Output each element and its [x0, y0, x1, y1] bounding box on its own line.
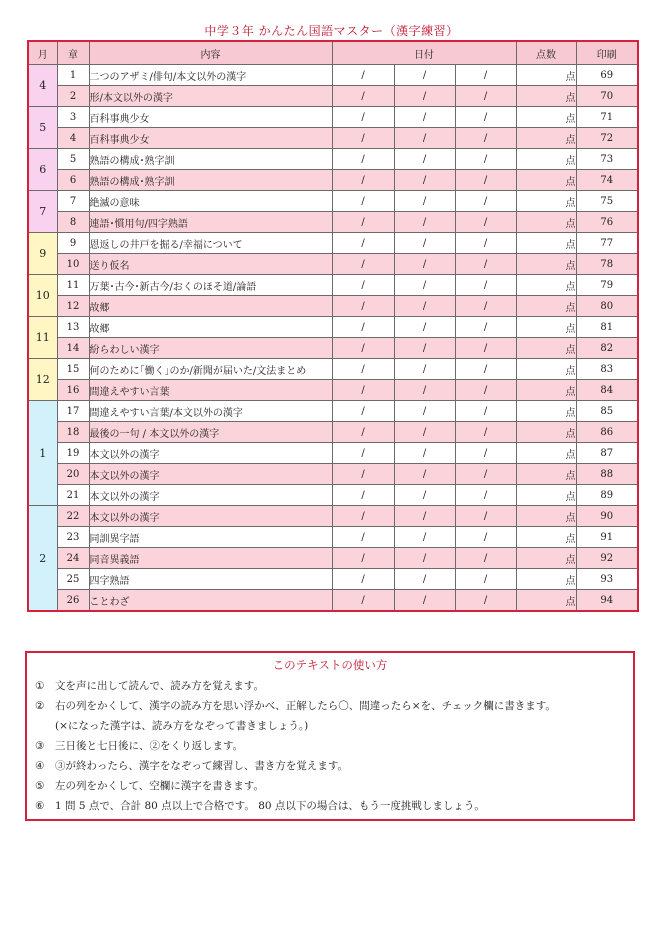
print-number-cell: 79: [576, 275, 638, 296]
print-number-cell: 94: [576, 590, 638, 612]
content-cell: ことわざ: [89, 590, 332, 612]
chapter-cell: 15: [57, 359, 89, 380]
print-number-cell: 93: [576, 569, 638, 590]
table-row: [28, 317, 638, 338]
chapter-cell: 19: [57, 443, 89, 464]
date-field[interactable]: /: [332, 569, 394, 590]
chapter-cell: 22: [57, 506, 89, 527]
chapter-cell: 16: [57, 380, 89, 401]
usage-box: [25, 651, 635, 821]
date-field[interactable]: /: [455, 359, 516, 380]
content-cell: 万葉･古今･新古今/おくのほそ道/論語: [89, 275, 332, 296]
score-field[interactable]: 点: [516, 401, 576, 422]
date-field[interactable]: /: [332, 338, 394, 359]
score-field[interactable]: 点: [516, 107, 576, 128]
month-cell: 10: [28, 275, 57, 317]
table-row: [28, 191, 638, 212]
date-field[interactable]: /: [394, 170, 455, 191]
content-cell: 最後の一句 / 本文以外の漢字: [89, 422, 332, 443]
print-number-cell: 83: [576, 359, 638, 380]
month-cell: 5: [28, 107, 57, 149]
usage-line-number: ②: [35, 700, 45, 712]
month-cell: 9: [28, 233, 57, 275]
chapter-cell: 1: [57, 65, 89, 86]
content-cell: 熟語の構成･熟字訓: [89, 170, 332, 191]
print-number-cell: 84: [576, 380, 638, 401]
usage-line-text: 文を声に出して読んで、読み方を覚えます。: [55, 680, 264, 692]
date-field[interactable]: /: [455, 212, 516, 233]
chapter-cell: 12: [57, 296, 89, 317]
content-cell: 本文以外の漢字: [89, 464, 332, 485]
usage-list: [27, 676, 633, 816]
month-cell: 7: [28, 191, 57, 233]
score-field[interactable]: 点: [516, 212, 576, 233]
content-cell: 恩返しの井戸を掘る/幸福について: [89, 233, 332, 254]
print-number-cell: 71: [576, 107, 638, 128]
month-cell: 12: [28, 359, 57, 401]
chapter-cell: 14: [57, 338, 89, 359]
date-field[interactable]: /: [394, 149, 455, 170]
table-row: [28, 107, 638, 128]
score-field[interactable]: 点: [516, 338, 576, 359]
print-number-cell: 87: [576, 443, 638, 464]
usage-heading: このテキストの使い方: [272, 658, 388, 672]
schedule-body: [28, 65, 638, 612]
date-field[interactable]: /: [394, 86, 455, 107]
date-field[interactable]: /: [394, 254, 455, 275]
score-field[interactable]: 点: [516, 380, 576, 401]
date-field[interactable]: /: [455, 506, 516, 527]
usage-line-number: ⑤: [35, 780, 45, 792]
table-row: [28, 401, 638, 422]
usage-line: [27, 736, 633, 756]
print-number-cell: 75: [576, 191, 638, 212]
score-field[interactable]: 点: [516, 548, 576, 569]
score-field[interactable]: 点: [516, 191, 576, 212]
date-field[interactable]: /: [455, 275, 516, 296]
content-cell: 故郷: [89, 296, 332, 317]
print-number-cell: 88: [576, 464, 638, 485]
content-cell: 同音異義語: [89, 548, 332, 569]
score-field[interactable]: 点: [516, 128, 576, 149]
score-field[interactable]: 点: [516, 254, 576, 275]
print-number-cell: 80: [576, 296, 638, 317]
date-field[interactable]: /: [455, 485, 516, 506]
header-date: 日付: [332, 41, 516, 65]
score-field[interactable]: 点: [516, 422, 576, 443]
content-cell: 紛らわしい漢字: [89, 338, 332, 359]
date-field[interactable]: /: [332, 191, 394, 212]
content-cell: 百科事典少女: [89, 128, 332, 149]
date-field[interactable]: /: [332, 590, 394, 612]
chapter-cell: 18: [57, 422, 89, 443]
date-field[interactable]: /: [332, 65, 394, 86]
date-field[interactable]: /: [332, 464, 394, 485]
usage-line-text: ③が終わったら、漢字をなぞって練習し、書き方を覚えます。: [55, 760, 349, 772]
date-field[interactable]: /: [332, 170, 394, 191]
date-field[interactable]: /: [332, 317, 394, 338]
schedule-table: [27, 40, 639, 612]
usage-line-text: 左の列をかくして、空欄に漢字を書きます。: [55, 780, 264, 792]
date-field[interactable]: /: [455, 464, 516, 485]
table-row: [28, 170, 638, 191]
usage-line-number: ⑥: [35, 800, 45, 812]
score-field[interactable]: 点: [516, 317, 576, 338]
date-field[interactable]: /: [455, 191, 516, 212]
date-field[interactable]: /: [394, 590, 455, 612]
usage-line: [27, 796, 633, 816]
header-chapter: 章: [57, 41, 89, 65]
table-row: [28, 254, 638, 275]
date-field[interactable]: /: [394, 401, 455, 422]
chapter-cell: 6: [57, 170, 89, 191]
content-cell: 本文以外の漢字: [89, 485, 332, 506]
date-field[interactable]: /: [394, 275, 455, 296]
print-number-cell: 73: [576, 149, 638, 170]
score-field[interactable]: 点: [516, 86, 576, 107]
header-row: [28, 41, 638, 65]
date-field[interactable]: /: [455, 317, 516, 338]
chapter-cell: 3: [57, 107, 89, 128]
usage-line-number: ①: [35, 680, 45, 692]
score-field[interactable]: 点: [516, 170, 576, 191]
date-field[interactable]: /: [332, 485, 394, 506]
print-number-cell: 85: [576, 401, 638, 422]
date-field[interactable]: /: [332, 401, 394, 422]
score-field[interactable]: 点: [516, 485, 576, 506]
date-field[interactable]: /: [455, 107, 516, 128]
print-number-cell: 81: [576, 317, 638, 338]
date-field[interactable]: /: [394, 527, 455, 548]
date-field[interactable]: /: [394, 506, 455, 527]
content-cell: 何のために｢働く｣のか/新聞が届いた/文法まとめ: [89, 359, 332, 380]
content-cell: 故郷: [89, 317, 332, 338]
date-field[interactable]: /: [455, 338, 516, 359]
print-number-cell: 77: [576, 233, 638, 254]
print-number-cell: 78: [576, 254, 638, 275]
date-field[interactable]: /: [394, 464, 455, 485]
score-field[interactable]: 点: [516, 590, 576, 612]
print-number-cell: 89: [576, 485, 638, 506]
content-cell: 形/本文以外の漢字: [89, 86, 332, 107]
chapter-cell: 11: [57, 275, 89, 296]
date-field[interactable]: /: [332, 548, 394, 569]
date-field[interactable]: /: [332, 128, 394, 149]
print-number-cell: 82: [576, 338, 638, 359]
usage-line-text: 1 問 5 点で、合計 80 点以上で合格です。 80 点以下の場合は、もう一度挑戦しましょう。: [55, 800, 485, 812]
table-row: [28, 527, 638, 548]
date-field[interactable]: /: [332, 149, 394, 170]
table-row: [28, 380, 638, 401]
chapter-cell: 5: [57, 149, 89, 170]
date-field[interactable]: /: [394, 212, 455, 233]
date-field[interactable]: /: [332, 275, 394, 296]
usage-line-text: 三日後と七日後に、②をくり返します。: [55, 740, 244, 752]
date-field[interactable]: /: [455, 443, 516, 464]
table-row: [28, 464, 638, 485]
table-row: [28, 128, 638, 149]
date-field[interactable]: /: [394, 380, 455, 401]
chapter-cell: 17: [57, 401, 89, 422]
score-field[interactable]: 点: [516, 275, 576, 296]
table-row: [28, 275, 638, 296]
date-field[interactable]: /: [394, 548, 455, 569]
chapter-cell: 9: [57, 233, 89, 254]
chapter-cell: 8: [57, 212, 89, 233]
content-cell: 間違えやすい言葉: [89, 380, 332, 401]
table-row: [28, 485, 638, 506]
chapter-cell: 10: [57, 254, 89, 275]
date-field[interactable]: /: [455, 569, 516, 590]
month-cell: 6: [28, 149, 57, 191]
date-field[interactable]: /: [394, 569, 455, 590]
usage-line-number: ④: [35, 760, 45, 772]
date-field[interactable]: /: [455, 590, 516, 612]
content-cell: 四字熟語: [89, 569, 332, 590]
date-field[interactable]: /: [455, 86, 516, 107]
date-field[interactable]: /: [394, 296, 455, 317]
date-field[interactable]: /: [394, 65, 455, 86]
date-field[interactable]: /: [332, 380, 394, 401]
date-field[interactable]: /: [455, 128, 516, 149]
table-row: [28, 65, 638, 86]
print-number-cell: 91: [576, 527, 638, 548]
header-print: 印刷: [576, 41, 638, 65]
table-row: [28, 233, 638, 254]
print-number-cell: 76: [576, 212, 638, 233]
chapter-cell: 25: [57, 569, 89, 590]
usage-line: [27, 676, 633, 696]
content-cell: 百科事典少女: [89, 107, 332, 128]
table-row: [28, 506, 638, 527]
date-field[interactable]: /: [455, 548, 516, 569]
print-number-cell: 92: [576, 548, 638, 569]
score-field[interactable]: 点: [516, 464, 576, 485]
date-field[interactable]: /: [394, 338, 455, 359]
month-cell: 11: [28, 317, 57, 359]
date-field[interactable]: /: [332, 86, 394, 107]
content-cell: 送り仮名: [89, 254, 332, 275]
usage-line-text: 右の列をかくして、漢字の読み方を思い浮かべ、正解したら〇、間違ったら×を、チェック欄に書きます。: [55, 700, 556, 712]
date-field[interactable]: /: [455, 527, 516, 548]
chapter-cell: 21: [57, 485, 89, 506]
date-field[interactable]: /: [332, 254, 394, 275]
date-field[interactable]: /: [455, 380, 516, 401]
print-number-cell: 70: [576, 86, 638, 107]
date-field[interactable]: /: [332, 233, 394, 254]
table-row: [28, 548, 638, 569]
score-field[interactable]: 点: [516, 443, 576, 464]
usage-line: [27, 776, 633, 796]
chapter-cell: 23: [57, 527, 89, 548]
content-cell: 本文以外の漢字: [89, 443, 332, 464]
date-field[interactable]: /: [394, 422, 455, 443]
table-row: [28, 149, 638, 170]
date-field[interactable]: /: [394, 191, 455, 212]
score-field[interactable]: 点: [516, 149, 576, 170]
date-field[interactable]: /: [332, 506, 394, 527]
score-field[interactable]: 点: [516, 359, 576, 380]
date-field[interactable]: /: [332, 527, 394, 548]
score-field[interactable]: 点: [516, 65, 576, 86]
score-field[interactable]: 点: [516, 569, 576, 590]
score-field[interactable]: 点: [516, 296, 576, 317]
table-row: [28, 212, 638, 233]
date-field[interactable]: /: [394, 233, 455, 254]
usage-line: [27, 716, 633, 736]
content-cell: 間違えやすい言葉/本文以外の漢字: [89, 401, 332, 422]
date-field[interactable]: /: [455, 149, 516, 170]
print-number-cell: 69: [576, 65, 638, 86]
page-title: 中学３年 かんたん国語マスター（漢字練習）: [204, 24, 459, 38]
score-field[interactable]: 点: [516, 527, 576, 548]
score-field[interactable]: 点: [516, 233, 576, 254]
date-field[interactable]: /: [332, 212, 394, 233]
date-field[interactable]: /: [455, 422, 516, 443]
date-field[interactable]: /: [332, 359, 394, 380]
date-field[interactable]: /: [394, 317, 455, 338]
usage-line-number: ③: [35, 740, 45, 752]
date-field[interactable]: /: [332, 296, 394, 317]
date-field[interactable]: /: [455, 254, 516, 275]
content-cell: 連語･慣用句/四字熟語: [89, 212, 332, 233]
date-field[interactable]: /: [394, 359, 455, 380]
chapter-cell: 4: [57, 128, 89, 149]
print-number-cell: 86: [576, 422, 638, 443]
date-field[interactable]: /: [332, 422, 394, 443]
date-field[interactable]: /: [455, 65, 516, 86]
content-cell: 二つのアザミ/俳句/本文以外の漢字: [89, 65, 332, 86]
usage-line-text: (×になった漢字は、読み方をなぞって書きましょう。): [55, 720, 309, 732]
usage-line: [27, 696, 633, 716]
date-field[interactable]: /: [455, 296, 516, 317]
month-cell: 4: [28, 65, 57, 107]
chapter-cell: 7: [57, 191, 89, 212]
content-cell: 絶滅の意味: [89, 191, 332, 212]
table-row: [28, 590, 638, 612]
table-row: [28, 422, 638, 443]
date-field[interactable]: /: [394, 485, 455, 506]
content-cell: 同訓異字語: [89, 527, 332, 548]
chapter-cell: 24: [57, 548, 89, 569]
content-cell: 熟語の構成･熟字訓: [89, 149, 332, 170]
table-row: [28, 443, 638, 464]
chapter-cell: 20: [57, 464, 89, 485]
table-row: [28, 86, 638, 107]
month-cell: 1: [28, 401, 57, 506]
usage-line: [27, 756, 633, 776]
print-number-cell: 90: [576, 506, 638, 527]
table-row: [28, 296, 638, 317]
chapter-cell: 2: [57, 86, 89, 107]
table-row: [28, 338, 638, 359]
month-cell: 2: [28, 506, 57, 612]
print-number-cell: 72: [576, 128, 638, 149]
date-field[interactable]: /: [332, 107, 394, 128]
header-content: 内容: [89, 41, 332, 65]
date-field[interactable]: /: [394, 107, 455, 128]
date-field[interactable]: /: [455, 401, 516, 422]
date-field[interactable]: /: [394, 128, 455, 149]
header-score: 点数: [516, 41, 576, 65]
date-field[interactable]: /: [455, 233, 516, 254]
date-field[interactable]: /: [455, 170, 516, 191]
print-number-cell: 74: [576, 170, 638, 191]
score-field[interactable]: 点: [516, 506, 576, 527]
date-field[interactable]: /: [394, 443, 455, 464]
chapter-cell: 26: [57, 590, 89, 612]
content-cell: 本文以外の漢字: [89, 506, 332, 527]
date-field[interactable]: /: [332, 443, 394, 464]
chapter-cell: 13: [57, 317, 89, 338]
table-row: [28, 569, 638, 590]
table-row: [28, 359, 638, 380]
header-month: 月: [28, 41, 57, 65]
